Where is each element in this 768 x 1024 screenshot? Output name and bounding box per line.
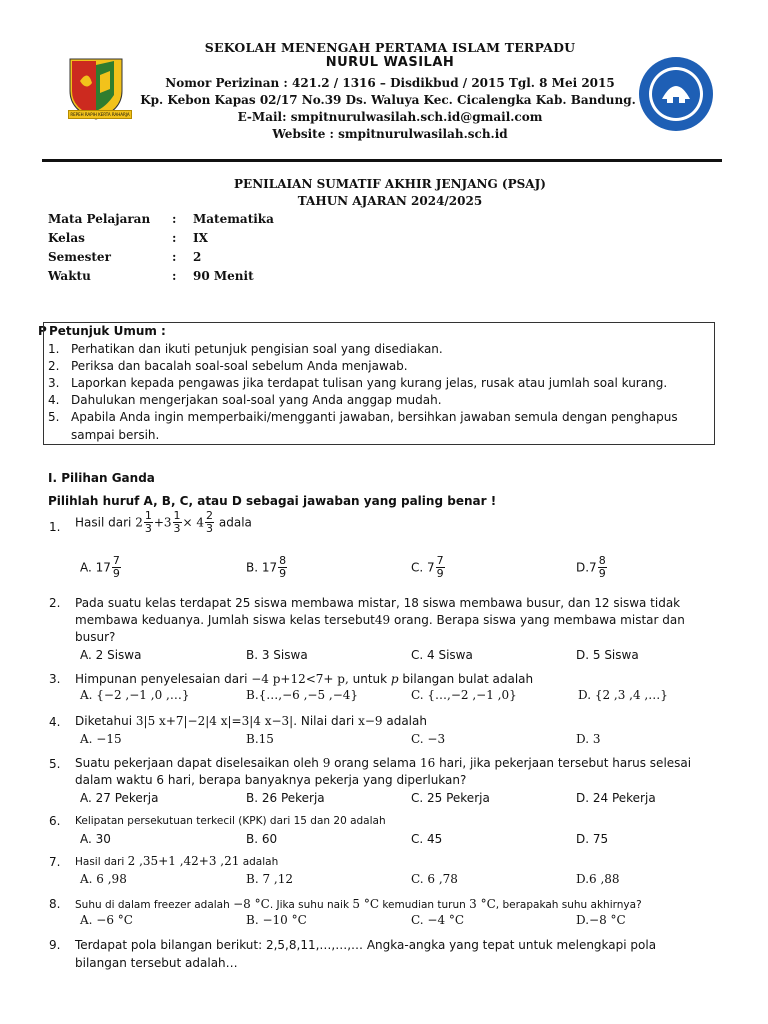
stray-char: P: [38, 324, 47, 338]
question-9-line2: bilangan tersebut adalah…: [75, 956, 238, 970]
option-b[interactable]: B. −10 °C: [246, 913, 307, 927]
question-8-text: Suhu di dalam freezer adalah −8 °C. Jika suhu naik 5 °C kemudian turun 3 °C, berapakah suhu akhirnya?: [75, 897, 642, 911]
option-c[interactable]: C. 6 ,78: [411, 872, 458, 886]
question-number: 1.: [49, 520, 61, 534]
info-sep: :: [172, 269, 177, 283]
info-sep: :: [172, 250, 177, 264]
instructions-title: Petunjuk Umum :: [49, 324, 166, 338]
instruction-text: Dahulukan mengerjakan soal-soal yang Anda anggap mudah.: [71, 393, 442, 407]
question-number: 2.: [49, 596, 61, 610]
option-a[interactable]: A. 2 Siswa: [80, 648, 142, 662]
option-d[interactable]: D.−8 °C: [576, 913, 626, 927]
school-name-line1: SEKOLAH MENENGAH PERTAMA ISLAM TERPADU: [204, 40, 576, 55]
question-2-line3: busur?: [75, 630, 116, 644]
question-1-text: [75, 510, 252, 535]
question-3-text: Himpunan penyelesaian dari −4 p+12<7+ p, untuk p bilangan bulat adalah: [75, 672, 534, 686]
option-a[interactable]: A. −6 °C: [80, 913, 133, 927]
option-a[interactable]: A. 30: [80, 832, 111, 846]
question-9-line1: Terdapat pola bilangan berikut: 2,5,8,11,…,…,… Angka-angka yang tepat untuk melengkapi pola: [75, 938, 657, 952]
option-d[interactable]: D. 24 Pekerja: [576, 791, 656, 805]
exam-title: PENILAIAN SUMATIF AKHIR JENJANG (PSAJ): [234, 177, 546, 191]
option-b[interactable]: B.{…,−6 ,−5 ,−4}: [246, 688, 359, 702]
option-a[interactable]: A. 17 $\frac{7}{9}$: [80, 554, 120, 580]
q1-suffix: adala: [218, 515, 252, 530]
instructions-box: [43, 322, 715, 445]
section-title: I. Pilihan Ganda: [48, 471, 155, 485]
question-number: 5.: [49, 757, 61, 771]
q1-frac2: $\frac{1}{3}$: [173, 509, 181, 535]
instruction-num: 5.: [48, 410, 60, 424]
option-b[interactable]: B. 60: [246, 832, 278, 846]
instruction-num: 4.: [48, 393, 60, 407]
school-address: Kp. Kebon Kapas 02/17 No.39 Ds. Waluya Kec. Cicalengka Kab. Bandung.: [140, 93, 636, 107]
q1-prefix: Hasil dari: [75, 515, 132, 530]
instruction-text: Perhatikan dan ikuti petunjuk pengisian soal yang disediakan.: [71, 342, 443, 356]
info-label: Kelas: [48, 231, 85, 245]
option-a[interactable]: A. −15: [80, 732, 122, 746]
section-instruction: Pilihlah huruf A, B, C, atau D sebagai jawaban yang paling benar !: [48, 494, 497, 508]
instruction-text: Laporkan kepada pengawas jika terdapat tulisan yang kurang jelas, rusak atau jumlah soal kurang.: [71, 376, 668, 390]
info-value: Matematika: [193, 212, 274, 226]
info-value: IX: [193, 231, 208, 245]
option-b[interactable]: B. 17 $\frac{8}{9}$: [246, 554, 287, 580]
question-number: 3.: [49, 672, 61, 686]
option-a[interactable]: A. 6 ,98: [80, 872, 127, 886]
q1-frac3: $\frac{2}{3}$: [206, 509, 214, 535]
q1-frac1: $\frac{1}{3}$: [144, 509, 152, 535]
instruction-text-cont: sampai bersih.: [71, 428, 160, 442]
option-c[interactable]: C. −3: [411, 732, 446, 746]
option-c[interactable]: C. 25 Pekerja: [411, 791, 490, 805]
option-d[interactable]: D. {2 ,3 ,4 ,…}: [578, 688, 668, 702]
school-name-line2: NURUL WASILAH: [325, 55, 455, 70]
header-divider: [42, 159, 722, 162]
question-5-line1: Suatu pekerjaan dapat diselesaikan oleh 9 orang selama 16 hari, jika pekerjaan tersebut harus selesai: [75, 756, 692, 770]
info-value: 2: [193, 250, 202, 264]
option-c[interactable]: C. 4 Siswa: [411, 648, 473, 662]
exam-year: TAHUN AJARAN 2024/2025: [297, 194, 483, 208]
option-d[interactable]: D. 75: [576, 832, 609, 846]
option-c[interactable]: C. {…,−2 ,−1 ,0}: [411, 688, 517, 702]
question-6-text: Kelipatan persekutuan terkecil (KPK) dari 15 dan 20 adalah: [75, 815, 386, 827]
option-c[interactable]: C. 7 $\frac{7}{9}$: [411, 554, 444, 580]
question-5-line2: dalam waktu 6 hari, berapa banyaknya pekerja yang diperlukan?: [75, 773, 467, 787]
info-sep: :: [172, 231, 177, 245]
info-value: 90 Menit: [193, 269, 254, 283]
option-c[interactable]: C. −4 °C: [411, 913, 465, 927]
info-label: Mata Pelajaran: [48, 212, 151, 226]
question-4-text: Diketahui 3|5 x+7|−2|4 x|=3|4 x−3|. Nilai dari x−9 adalah: [75, 714, 427, 728]
question-2-line2: membawa keduanya. Jumlah siswa kelas tersebut49 orang. Berapa siswa yang membawa mistar dan: [75, 613, 685, 627]
instruction-num: 1.: [48, 342, 60, 356]
option-a[interactable]: A. {−2 ,−1 ,0 ,…}: [80, 688, 190, 702]
instruction-text: Apabila Anda ingin memperbaiki/mengganti jawaban, bersihkan jawaban semula dengan penghapus: [71, 410, 678, 424]
q1-op2: × 4: [182, 515, 205, 530]
instruction-num: 3.: [48, 376, 60, 390]
info-sep: :: [172, 212, 177, 226]
school-permit: Nomor Perizinan : 421.2 / 1316 – Disdikbud / 2015 Tgl. 8 Mei 2015: [165, 76, 615, 90]
option-b[interactable]: B. 26 Pekerja: [246, 791, 325, 805]
school-website: Website : smpitnurulwasilah.sch.id: [272, 127, 508, 141]
option-b[interactable]: B. 3 Siswa: [246, 648, 308, 662]
option-a[interactable]: A. 27 Pekerja: [80, 791, 159, 805]
option-d[interactable]: D.7 $\frac{8}{9}$: [576, 554, 606, 580]
question-7-text: Hasil dari 2 ,35+1 ,42+3 ,21 adalah: [75, 854, 279, 868]
info-label: Semester: [48, 250, 111, 264]
option-b[interactable]: B.15: [246, 732, 274, 746]
option-d[interactable]: D. 5 Siswa: [576, 648, 639, 662]
instruction-text: Periksa dan bacalah soal-soal sebelum Anda menjawab.: [71, 359, 408, 373]
question-number: 4.: [49, 715, 61, 729]
q1-whole: 2: [135, 515, 143, 530]
school-email: E-Mail: smpitnurulwasilah.sch.id@gmail.com: [237, 110, 543, 124]
option-b[interactable]: B. 7 ,12: [246, 872, 293, 886]
regency-logo-ribbon: REPEH RAPIH KERTA RAHARJA: [68, 110, 132, 119]
option-d[interactable]: D.6 ,88: [576, 872, 620, 886]
option-d[interactable]: D. 3: [576, 732, 601, 746]
question-number: 6.: [49, 814, 61, 828]
q1-op1: +3: [153, 515, 172, 530]
option-c[interactable]: C. 45: [411, 832, 443, 846]
question-number: 8.: [49, 897, 61, 911]
question-number: 9.: [49, 938, 61, 952]
question-number: 7.: [49, 855, 61, 869]
question-2-line1: Pada suatu kelas terdapat 25 siswa membawa mistar, 18 siswa membawa busur, dan 12 siswa tidak: [75, 596, 681, 610]
instruction-num: 2.: [48, 359, 60, 373]
info-label: Waktu: [48, 269, 91, 283]
